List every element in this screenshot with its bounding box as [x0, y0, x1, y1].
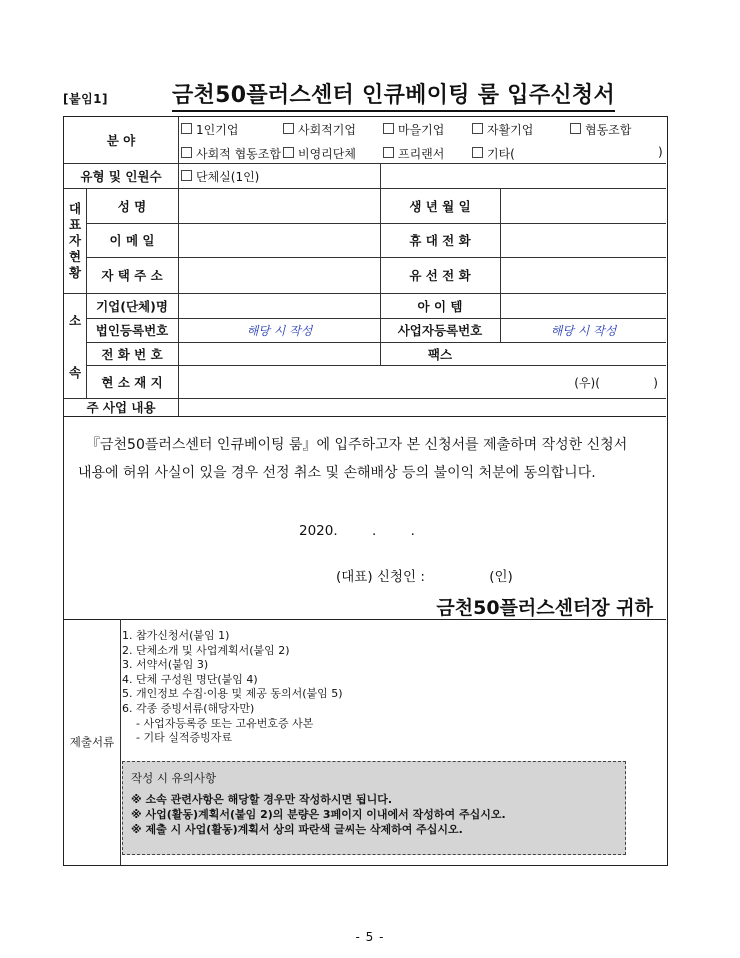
option-other[interactable]: 기타( — [472, 145, 515, 162]
list-item: 4. 단체 구성원 명단(붙임 4) — [122, 672, 258, 686]
option-social-enterprise[interactable]: 사회적기업 — [283, 121, 356, 138]
checkbox-icon[interactable] — [383, 123, 394, 134]
other-close-paren: ) — [658, 145, 663, 159]
home-address-field[interactable] — [179, 258, 380, 293]
attachment-tag: [붙임1] — [63, 92, 109, 106]
docs-label: 제출서류 — [69, 735, 115, 749]
home-address-label: 자 택 주 소 — [101, 268, 163, 283]
option-social-cooperative[interactable]: 사회적 협동조합 — [181, 145, 281, 162]
application-date: 2020. . . — [299, 523, 415, 539]
declaration-line-1: 『금천50플러스센터 인큐베이팅 룸』에 입주하고자 본 신청서를 제출하며 작성한 신청서 — [86, 437, 628, 453]
checkbox-icon[interactable] — [181, 147, 192, 158]
business-label: 주 사업 내용 — [86, 400, 156, 415]
option-group-room[interactable]: 단체실(1인) — [181, 168, 259, 185]
birthdate-label: 생 년 월 일 — [409, 198, 471, 214]
notice-box — [122, 761, 626, 855]
landline-label: 유 선 전 화 — [409, 268, 471, 283]
location-field[interactable]: (우)( ) — [574, 375, 658, 390]
option-freelancer[interactable]: 프리랜서 — [383, 145, 444, 162]
corp-reg-hint[interactable]: 해당 시 작성 — [246, 323, 313, 338]
application-form — [63, 116, 668, 866]
type-label: 유형 및 인원수 — [80, 168, 162, 184]
checkbox-icon[interactable] — [283, 123, 294, 134]
list-item: - 기타 실적증빙자료 — [122, 731, 232, 745]
page-number: - 5 - — [355, 930, 385, 944]
business-field[interactable] — [179, 399, 666, 416]
item-label: 아 이 템 — [417, 298, 463, 314]
field-label: 분 야 — [106, 133, 136, 148]
option-cooperative[interactable]: 협동조합 — [570, 121, 631, 138]
affiliation-group-label: 소 속 — [68, 312, 82, 380]
fax-field[interactable] — [501, 343, 666, 365]
docs-list — [122, 629, 343, 746]
notice-line: ※ 소속 관련사항은 해당할 경우만 작성하시면 됩니다. — [131, 793, 392, 806]
company-name-field[interactable] — [179, 294, 380, 318]
email-field[interactable] — [179, 224, 380, 257]
option-nonprofit[interactable]: 비영리단체 — [283, 145, 356, 162]
col-divider — [120, 619, 121, 865]
landline-field[interactable] — [501, 258, 666, 293]
fax-label: 팩스 — [427, 346, 453, 362]
checkbox-icon[interactable] — [472, 123, 483, 134]
checkbox-icon[interactable] — [472, 147, 483, 158]
recipient: 금천50플러스센터장 귀하 — [436, 597, 653, 619]
notice-line: ※ 제출 시 사업(활동)계획서 상의 파란색 글씨는 삭제하여 주십시오. — [131, 823, 463, 836]
option-village-enterprise[interactable]: 마을기업 — [383, 121, 444, 138]
applicant-signature: (대표) 신청인 : (인) — [336, 569, 513, 585]
mobile-label: 휴 대 전 화 — [409, 233, 471, 248]
name-label: 성 명 — [117, 198, 147, 214]
list-item: 2. 단체소개 및 사업계획서(붙임 2) — [122, 643, 290, 657]
location-label: 현 소 재 지 — [101, 374, 163, 390]
representative-group-label: 대 표 자 현 황 — [68, 200, 82, 280]
option-1person[interactable]: 1인기업 — [181, 121, 238, 138]
item-field[interactable] — [501, 294, 666, 318]
company-phone-label: 전 화 번 호 — [101, 346, 163, 362]
row-divider — [64, 416, 666, 417]
declaration-line-2: 내용에 허위 사실이 있을 경우 선정 취소 및 손해배상 등의 불이익 처분에 동의합니다. — [78, 465, 596, 481]
list-item: 6. 각종 증빙서류(해당자만) — [122, 701, 255, 715]
checkbox-icon[interactable] — [181, 170, 192, 181]
checkbox-icon[interactable] — [383, 147, 394, 158]
notice-line: ※ 사업(활동)계획서(붙임 2)의 분량은 3페이지 이내에서 작성하여 주십시오. — [131, 808, 506, 821]
checkbox-icon[interactable] — [181, 123, 192, 134]
checkbox-icon[interactable] — [283, 147, 294, 158]
corp-reg-label: 법인등록번호 — [95, 323, 169, 338]
birthdate-field[interactable] — [501, 189, 666, 223]
notice-title: 작성 시 유의사항 — [131, 771, 217, 785]
email-label: 이 메 일 — [109, 233, 155, 248]
biz-reg-label: 사업자등록번호 — [397, 323, 483, 338]
name-field[interactable] — [179, 189, 380, 223]
list-item: 5. 개인정보 수집·이용 및 제공 동의서(붙임 5) — [122, 687, 343, 701]
option-self-support[interactable]: 자활기업 — [472, 121, 533, 138]
biz-reg-hint[interactable]: 해당 시 작성 — [550, 323, 617, 338]
list-item: 1. 참가신청서(붙임 1) — [122, 629, 230, 642]
company-phone-field[interactable] — [179, 343, 380, 365]
form-title: 금천50플러스센터 인큐베이팅 룸 입주신청서 — [172, 78, 615, 112]
list-item: 3. 서약서(붙임 3) — [122, 658, 209, 672]
mobile-field[interactable] — [501, 224, 666, 257]
company-name-label: 기업(단체)명 — [96, 298, 168, 314]
list-item: - 사업자등록증 또는 고유번호증 사본 — [122, 716, 314, 730]
checkbox-icon[interactable] — [570, 123, 581, 134]
